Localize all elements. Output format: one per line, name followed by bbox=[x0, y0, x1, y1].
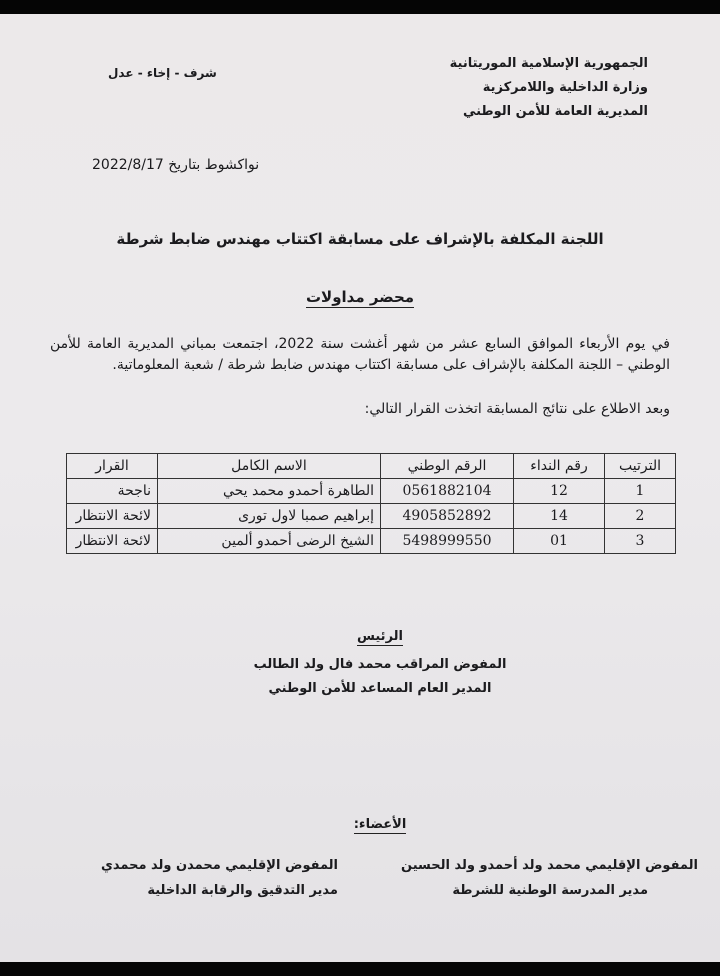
document-page bbox=[0, 14, 720, 962]
document-subtitle bbox=[0, 288, 720, 306]
president-name: المفوض المراقب محمد فال ولد الطالب bbox=[253, 657, 507, 672]
header-ministry: وزارة الداخلية واللامركزية bbox=[482, 80, 648, 95]
cell-rank: 2 bbox=[605, 504, 676, 529]
cell-full-name: إبراهيم صمبا لاول تورى bbox=[158, 504, 381, 529]
header-republic: الجمهورية الإسلامية الموريتانية bbox=[449, 56, 648, 71]
subtitle-text: محضر مداولات bbox=[305, 288, 415, 306]
col-call-number: رقم النداء bbox=[514, 454, 605, 479]
president-heading-text: الرئيس bbox=[357, 629, 403, 644]
cell-national-id: 4905852892 bbox=[381, 504, 514, 529]
cell-rank: 3 bbox=[605, 529, 676, 554]
table-row bbox=[67, 479, 676, 504]
table-row bbox=[67, 504, 676, 529]
cell-call-number: 12 bbox=[514, 479, 605, 504]
table-row bbox=[67, 529, 676, 554]
cell-decision: ناجحة bbox=[67, 479, 158, 504]
date-line: نواكشوط بتاريخ 2022/8/17 bbox=[92, 157, 260, 173]
results-table bbox=[66, 453, 676, 554]
member-right-title: مدير المدرسة الوطنية للشرطة bbox=[452, 883, 648, 898]
member-right-name: المفوض الإقليمي محمد ولد أحمدو ولد الحسين bbox=[401, 858, 698, 873]
bottom-dark-border bbox=[0, 962, 720, 976]
paragraph-decision: وبعد الاطلاع على نتائج المسابقة اتخذت القرار التالي: bbox=[364, 401, 670, 417]
col-rank: الترتيب bbox=[605, 454, 676, 479]
col-full-name: الاسم الكامل bbox=[158, 454, 381, 479]
member-left-title: مدير التدقيق والرقابة الداخلية bbox=[147, 883, 338, 898]
cell-national-id: 5498999550 bbox=[381, 529, 514, 554]
top-dark-border bbox=[0, 0, 720, 14]
president-title: المدير العام المساعد للأمن الوطني bbox=[268, 681, 492, 696]
paragraph-intro: في يوم الأربعاء الموافق السابع عشر من شهر أغشت سنة 2022، اجتمعت بمباني المديرية العامة للأمن الوطني – اللجنة المكلفة بالإشراف على مسابقة اكتتاب مهندس ضابط شرطة / شعبة المعلوماتية. bbox=[50, 336, 670, 373]
cell-call-number: 01 bbox=[514, 529, 605, 554]
cell-national-id: 0561882104 bbox=[381, 479, 514, 504]
table-header-row bbox=[67, 454, 676, 479]
motto: شرف - إخاء - عدل bbox=[108, 66, 217, 80]
cell-rank: 1 bbox=[605, 479, 676, 504]
header-directorate: المديرية العامة للأمن الوطني bbox=[462, 104, 648, 119]
president-heading bbox=[300, 629, 460, 644]
member-left-name: المفوض الإقليمي محمدن ولد محمدي bbox=[100, 858, 338, 873]
document-title: اللجنة المكلفة بالإشراف على مسابقة اكتتاب مهندس ضابط شرطة bbox=[116, 230, 604, 248]
cell-call-number: 14 bbox=[514, 504, 605, 529]
cell-decision: لائحة الانتظار bbox=[67, 504, 158, 529]
col-decision: القرار bbox=[67, 454, 158, 479]
members-heading bbox=[300, 817, 460, 832]
cell-full-name: الشيخ الرضى أحمدو ألمين bbox=[158, 529, 381, 554]
cell-full-name: الطاهرة أحمدو محمد يحي bbox=[158, 479, 381, 504]
cell-decision: لائحة الانتظار bbox=[67, 529, 158, 554]
members-heading-text: الأعضاء: bbox=[353, 817, 407, 832]
col-national-id: الرقم الوطني bbox=[381, 454, 514, 479]
